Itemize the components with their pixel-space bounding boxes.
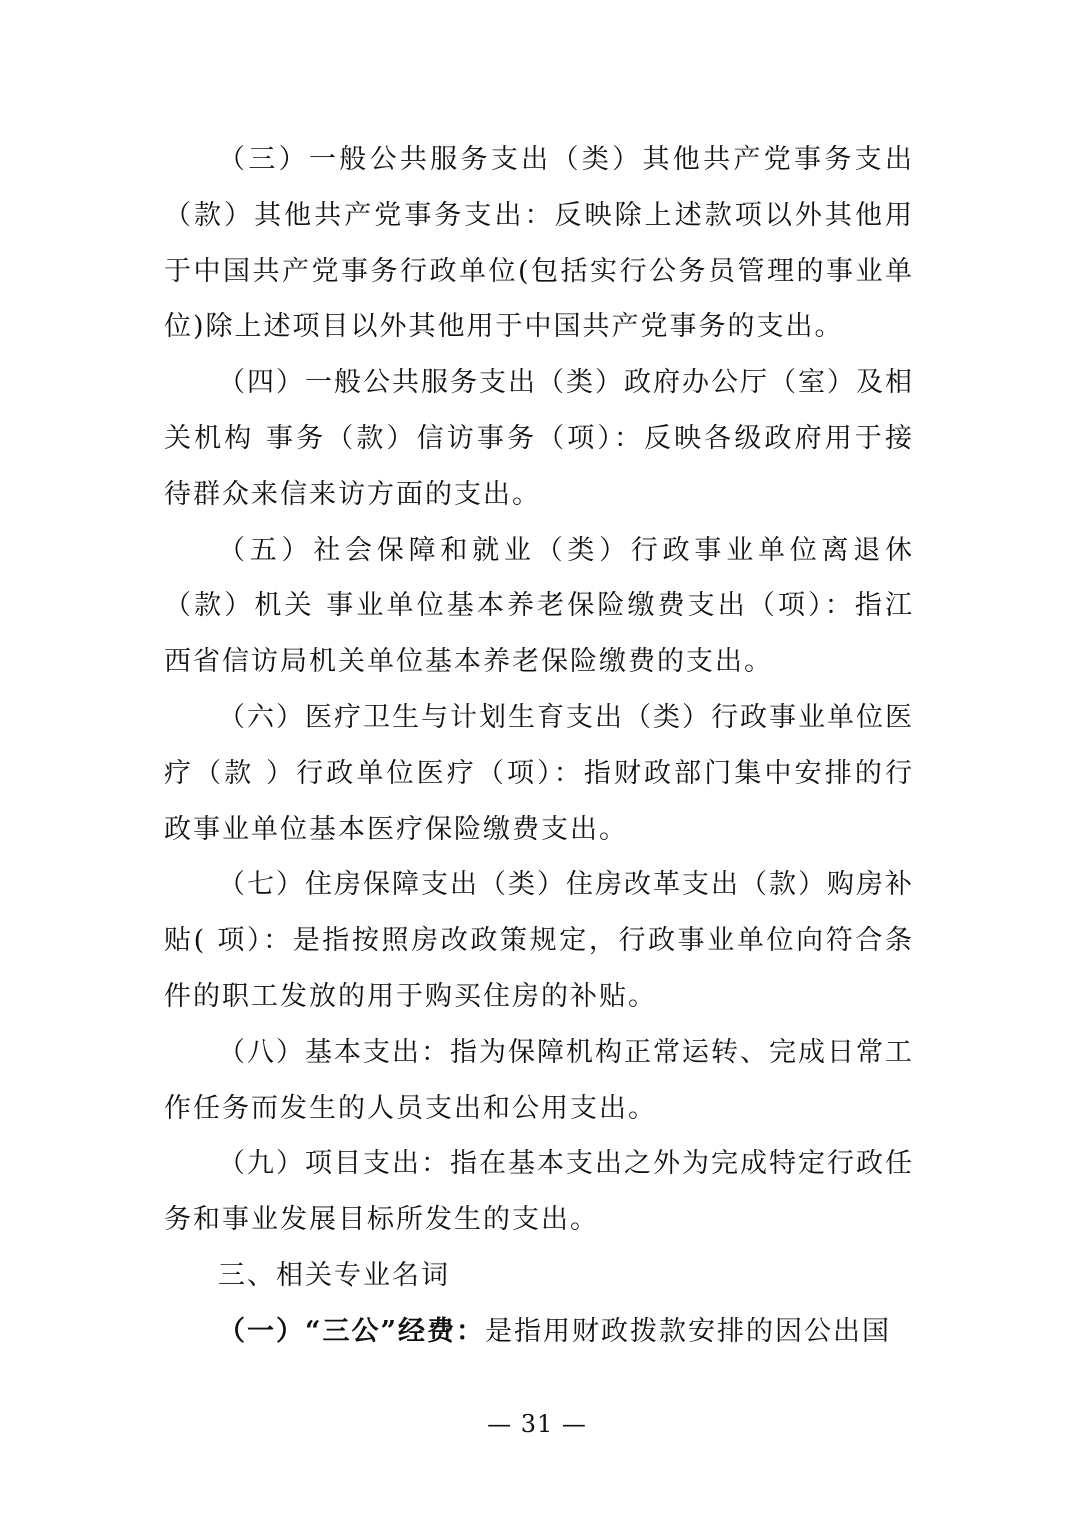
page-body [164, 132, 914, 1360]
paragraph-item-6: （六）医疗卫生与计划生育支出（类）行政事业单位医疗（款 ）行政单位医疗（项）：指财政部门集中安排的行政事业单位基本医疗保险缴费支出。 [164, 701, 914, 845]
term-paragraph [164, 1304, 914, 1360]
paragraph-item-3: （三）一般公共服务支出（类）其他共产党事务支出（款）其他共产党事务支出：反映除上述款项以外其他用于中国共产党事务行政单位(包括实行公务员管理的事业单位)除上述项目以外其他用于中国共产党事务的支出。 [164, 144, 914, 343]
page-number: — 31 — [487, 1410, 587, 1438]
paragraph-item-7: （七）住房保障支出（类）住房改革支出（款）购房补贴( 项）：是指按照房改政策规定，行政事业单位向符合条件的职工发放的用于购买住房的补贴。 [164, 869, 914, 1012]
term-definition: 是指用财政拨款安排的因公出国 [485, 1315, 892, 1347]
paragraph-item-8: （八）基本支出：指为保障机构正常运转、完成日常工作任务而发生的人员支出和公用支出。 [164, 1036, 914, 1124]
paragraph-item-9: （九）项目支出：指在基本支出之外为完成特定行政任务和事业发展目标所发生的支出。 [164, 1148, 914, 1236]
paragraph-item-5: （五）社会保障和就业（类）行政事业单位离退休（款）机关 事业单位基本养老保险缴费支出（项）：指江西省信访局机关单位基本养老保险缴费的支出。 [164, 534, 914, 678]
section-heading: 三、相关专业名词 [218, 1259, 450, 1291]
term-label: （一）“三公”经费： [218, 1315, 486, 1347]
paragraph-item-4: （四）一般公共服务支出（类）政府办公厅（室）及相关机构 事务（款）信访事务（项）：反映各级政府用于接待群众来信来访方面的支出。 [164, 367, 914, 510]
